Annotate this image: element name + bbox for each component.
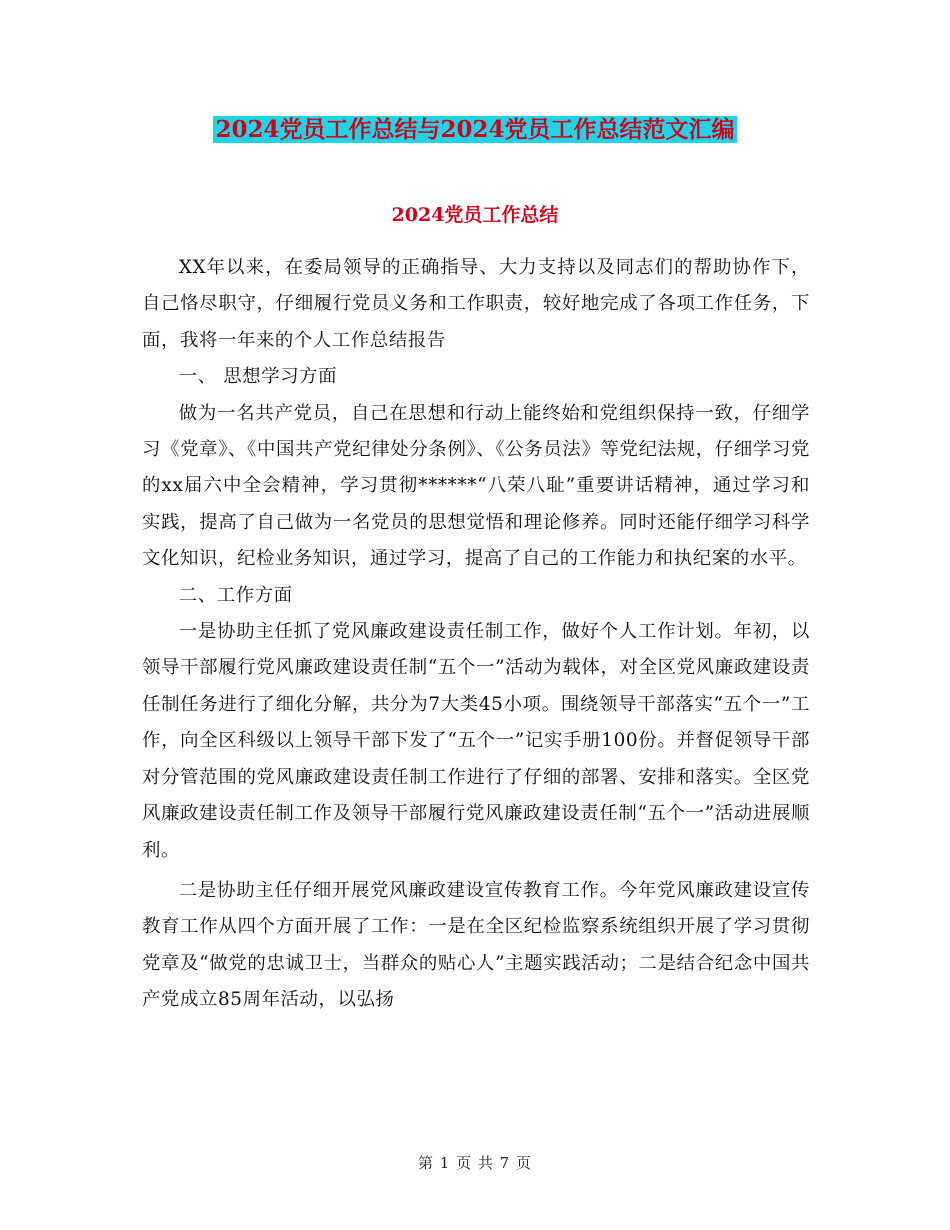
document-title: [0, 113, 950, 147]
document-body: [142, 250, 810, 1019]
heading-work: 二、工作方面: [178, 584, 293, 606]
paragraph-work-2: 二是协助主任仔细开展党风廉政建设宣传教育工作。今年党风廉政建设宣传教育工作从四个方面开展了工作：一是在全区纪检监察系统组织开展了学习贯彻党章及“做党的忠诚卫士，当群众的贴心人”主题实践活动；二是结合纪念中国共产党成立85周年活动，以弘扬: [142, 879, 810, 1011]
page-footer: [0, 1152, 950, 1174]
paragraph-thought-study: 做为一名共产党员，自己在思想和行动上能终始和党组织保持一致，仔细学习《党章》、《中国共产党纪律处分条例》、《公务员法》等党纪法规，仔细学习党的xx届六中全会精神，学习贯彻******“八荣八耻”重要讲话精神，通过学习和实践，提高了自己做为一名党员的思想觉悟和理论修养。同时还能仔细学习科学文化知识，纪检业务知识，通过学习，提高了自己的工作能力和执纪案的水平。: [142, 402, 810, 570]
paragraph-intro: XX年以来，在委局领导的正确指导、大力支持以及同志们的帮助协作下，自己恪尽职守，仔细履行党员义务和工作职责，较好地完成了各项工作任务，下面，我将一年来的个人工作总结报告: [142, 257, 810, 351]
section-title: 2024党员工作总结: [391, 204, 559, 226]
paragraph-work-1: 一是协助主任抓了党风廉政建设责任制工作，做好个人工作计划。年初，以领导干部履行党风廉政建设责任制“五个一”活动为载体，对全区党风廉政建设责任制任务进行了细化分解，共分为7大类45小项。围绕领导干部落实“五个一”工作，向全区科级以上领导干部下发了“五个一”记实手册100份。并督促领导干部对分管范围的党风廉政建设责任制工作进行了仔细的部署、安排和落实。全区党风廉政建设责任制工作及领导干部履行党风廉政建设责任制“五个一”活动进展顺利。: [142, 621, 810, 861]
document-title-text: 2024党员工作总结与2024党员工作总结范文汇编: [215, 116, 735, 143]
heading-thought-study: 一、 思想学习方面: [178, 366, 338, 388]
page-number: 第 1 页 共 7 页: [418, 1154, 532, 1172]
